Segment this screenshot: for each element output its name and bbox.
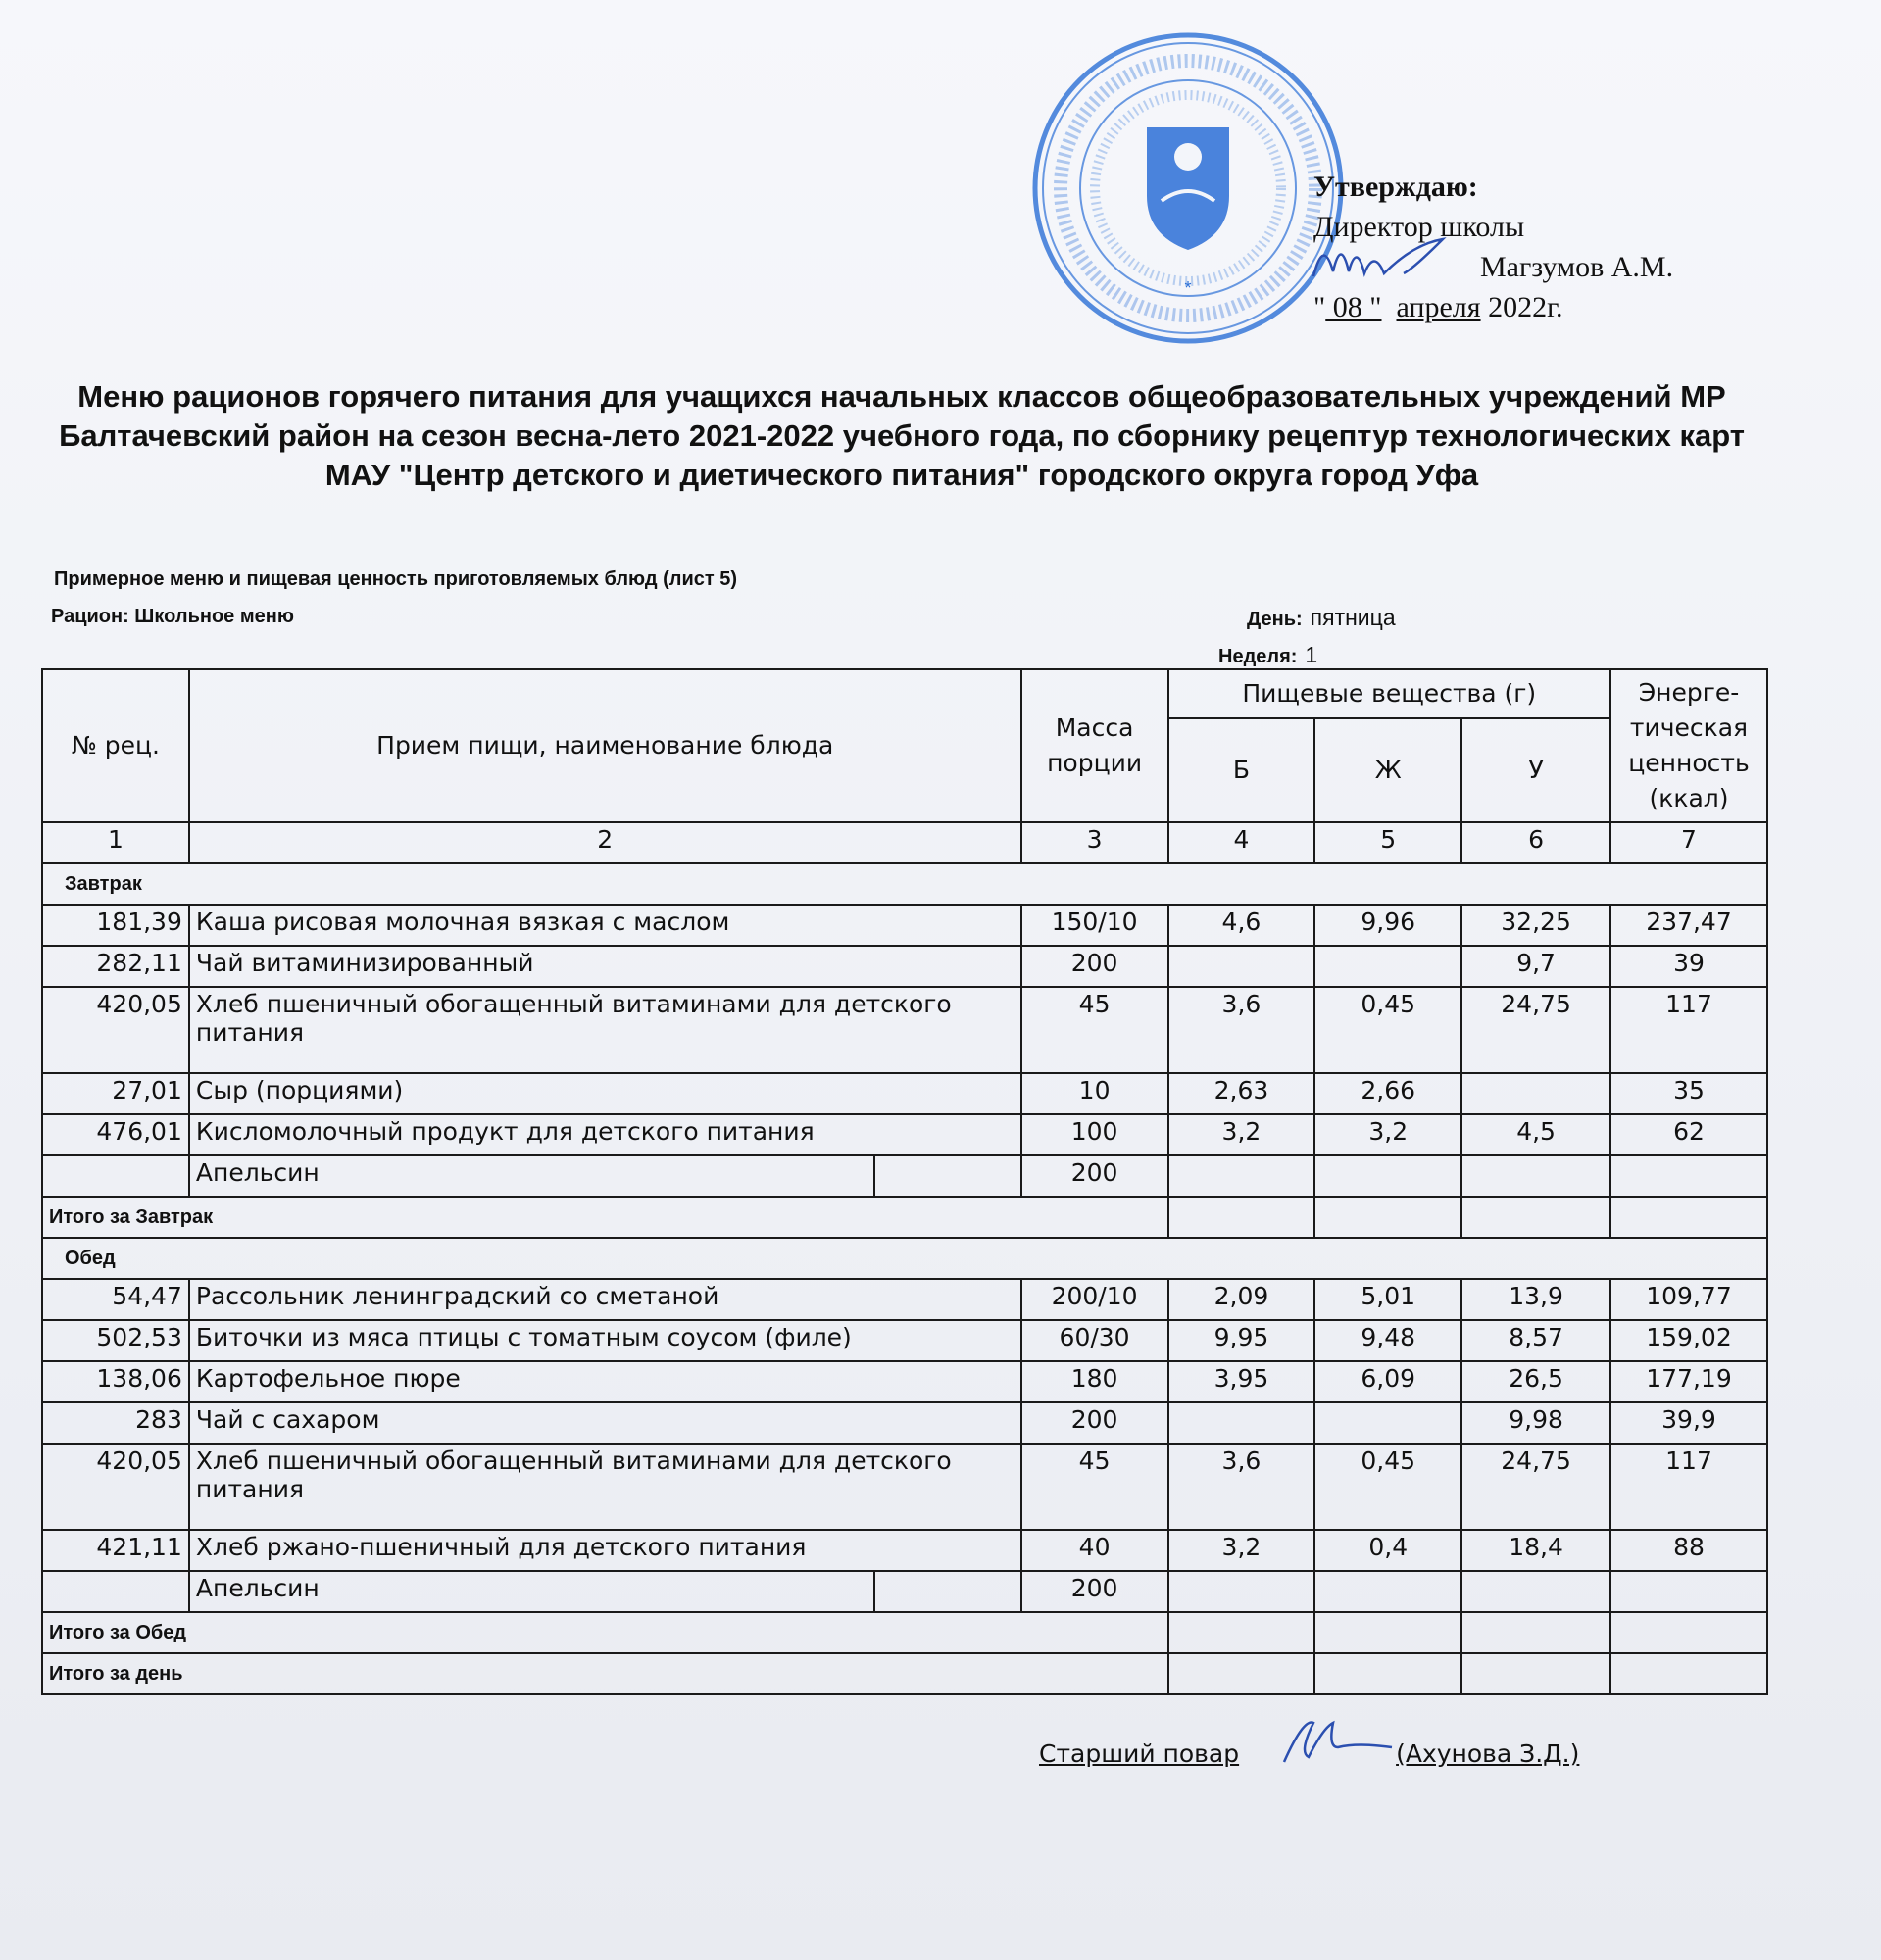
protein-value bbox=[1168, 1571, 1315, 1612]
energy-value: 39 bbox=[1610, 946, 1767, 987]
carbs-value: 9,7 bbox=[1461, 946, 1610, 987]
carbs-value: 8,57 bbox=[1461, 1320, 1610, 1361]
official-stamp bbox=[1029, 29, 1347, 347]
total-zh-cell bbox=[1314, 1653, 1461, 1694]
energy-value: 88 bbox=[1610, 1530, 1767, 1571]
recipe-number: 476,01 bbox=[42, 1114, 189, 1155]
fat-value: 2,66 bbox=[1314, 1073, 1461, 1114]
carbs-value: 26,5 bbox=[1461, 1361, 1610, 1402]
carbs-value: 18,4 bbox=[1461, 1530, 1610, 1571]
total-u-cell bbox=[1461, 1197, 1610, 1238]
dish-row bbox=[42, 1361, 1767, 1402]
portion-mass: 100 bbox=[1021, 1114, 1168, 1155]
energy-value: 117 bbox=[1610, 1444, 1767, 1530]
total-u-cell bbox=[1461, 1653, 1610, 1694]
total-kcal-cell bbox=[1610, 1653, 1767, 1694]
week-label: Неделя: bbox=[1218, 646, 1298, 667]
energy-value bbox=[1610, 1571, 1767, 1612]
fat-value bbox=[1314, 1402, 1461, 1444]
recipe-number: 421,11 bbox=[42, 1530, 189, 1571]
carbs-value: 24,75 bbox=[1461, 1444, 1610, 1530]
protein-value: 2,63 bbox=[1168, 1073, 1315, 1114]
dish-name: Хлеб пшеничный обогащенный витаминами для детского питания bbox=[189, 1444, 1021, 1530]
total-label: Итого за Обед bbox=[42, 1612, 1168, 1653]
portion-mass: 200 bbox=[1021, 1155, 1168, 1197]
dish-name: Чай витаминизированный bbox=[189, 946, 1021, 987]
recipe-number bbox=[42, 1571, 189, 1612]
recipe-number: 502,53 bbox=[42, 1320, 189, 1361]
total-row bbox=[42, 1197, 1767, 1238]
protein-value: 9,95 bbox=[1168, 1320, 1315, 1361]
dish-row bbox=[42, 1444, 1767, 1530]
portion-mass: 45 bbox=[1021, 1444, 1168, 1530]
dish-row bbox=[42, 905, 1767, 946]
portion-mass: 200 bbox=[1021, 946, 1168, 987]
energy-value: 62 bbox=[1610, 1114, 1767, 1155]
recipe-number: 138,06 bbox=[42, 1361, 189, 1402]
header-fat: Ж bbox=[1314, 718, 1461, 822]
portion-mass: 180 bbox=[1021, 1361, 1168, 1402]
dish-row bbox=[42, 1571, 1767, 1612]
recipe-number bbox=[42, 1155, 189, 1197]
approval-day: 08 " bbox=[1325, 291, 1382, 323]
total-label: Итого за день bbox=[42, 1653, 1168, 1694]
dish-name: Чай с сахаром bbox=[189, 1402, 1021, 1444]
section-row bbox=[42, 1238, 1767, 1279]
fat-value bbox=[1314, 1571, 1461, 1612]
fat-value: 0,4 bbox=[1314, 1530, 1461, 1571]
dish-row bbox=[42, 987, 1767, 1073]
fat-value: 0,45 bbox=[1314, 1444, 1461, 1530]
energy-value: 109,77 bbox=[1610, 1279, 1767, 1320]
section-label: Завтрак bbox=[42, 863, 1767, 905]
cook-signature bbox=[1274, 1713, 1402, 1772]
dish-row bbox=[42, 1279, 1767, 1320]
fat-value: 3,2 bbox=[1314, 1114, 1461, 1155]
col-number: 6 bbox=[1461, 822, 1610, 863]
total-b-cell bbox=[1168, 1653, 1315, 1694]
protein-value bbox=[1168, 946, 1315, 987]
header-nutrients: Пищевые вещества (г) bbox=[1168, 669, 1610, 718]
carbs-value: 9,98 bbox=[1461, 1402, 1610, 1444]
fat-value bbox=[1314, 946, 1461, 987]
protein-value: 4,6 bbox=[1168, 905, 1315, 946]
fat-value: 9,48 bbox=[1314, 1320, 1461, 1361]
carbs-value bbox=[1461, 1155, 1610, 1197]
total-b-cell bbox=[1168, 1197, 1315, 1238]
empty-cell bbox=[874, 1571, 1021, 1612]
energy-value bbox=[1610, 1155, 1767, 1197]
col-number: 3 bbox=[1021, 822, 1168, 863]
energy-value: 39,9 bbox=[1610, 1402, 1767, 1444]
recipe-number: 181,39 bbox=[42, 905, 189, 946]
empty-cell bbox=[874, 1155, 1021, 1197]
cook-name: (Ахунова З.Д.) bbox=[1396, 1740, 1580, 1768]
total-zh-cell bbox=[1314, 1612, 1461, 1653]
portion-mass: 200 bbox=[1021, 1571, 1168, 1612]
total-kcal-cell bbox=[1610, 1612, 1767, 1653]
portion-mass: 45 bbox=[1021, 987, 1168, 1073]
fat-value: 0,45 bbox=[1314, 987, 1461, 1073]
carbs-value: 13,9 bbox=[1461, 1279, 1610, 1320]
dish-row bbox=[42, 1114, 1767, 1155]
dish-row bbox=[42, 946, 1767, 987]
ration-label: Рацион: Школьное меню bbox=[51, 606, 294, 627]
energy-value: 117 bbox=[1610, 987, 1767, 1073]
document-title: Меню рационов горячего питания для учащихся начальных классов общеобразовательных учреждений МР Балтачевский район на сезон весна-лето 2021-2022 учебного года, по сборнику рецептур технологических карт МАУ "Центр детского и диетического питания" городского округа город Уфа bbox=[59, 379, 1745, 492]
header-carbs: У bbox=[1461, 718, 1610, 822]
dish-row bbox=[42, 1155, 1767, 1197]
portion-mass: 60/30 bbox=[1021, 1320, 1168, 1361]
sheet-subtitle: Примерное меню и пищевая ценность приготовляемых блюд (лист 5) bbox=[54, 568, 738, 590]
dish-name: Картофельное пюре bbox=[189, 1361, 1021, 1402]
protein-value: 3,2 bbox=[1168, 1530, 1315, 1571]
recipe-number: 420,05 bbox=[42, 987, 189, 1073]
cook-position: Старший повар bbox=[1039, 1740, 1240, 1768]
recipe-number: 54,47 bbox=[42, 1279, 189, 1320]
energy-value: 159,02 bbox=[1610, 1320, 1767, 1361]
header-mass: Масса порции bbox=[1021, 669, 1168, 822]
approval-month: апреля bbox=[1396, 291, 1481, 323]
fat-value bbox=[1314, 1155, 1461, 1197]
protein-value bbox=[1168, 1155, 1315, 1197]
dish-row bbox=[42, 1320, 1767, 1361]
energy-value: 237,47 bbox=[1610, 905, 1767, 946]
dish-name: Сыр (порциями) bbox=[189, 1073, 1021, 1114]
carbs-value bbox=[1461, 1073, 1610, 1114]
portion-mass: 200/10 bbox=[1021, 1279, 1168, 1320]
menu-table-body bbox=[42, 822, 1767, 1694]
carbs-value: 32,25 bbox=[1461, 905, 1610, 946]
column-number-row bbox=[42, 822, 1767, 863]
protein-value bbox=[1168, 1402, 1315, 1444]
director-signature bbox=[1309, 227, 1475, 286]
col-number: 7 bbox=[1610, 822, 1767, 863]
dish-name: Рассольник ленинградский со сметаной bbox=[189, 1279, 1021, 1320]
approval-heading: Утверждаю: bbox=[1313, 171, 1478, 203]
dish-name: Хлеб ржано-пшеничный для детского питания bbox=[189, 1530, 1021, 1571]
total-row bbox=[42, 1612, 1767, 1653]
energy-value: 35 bbox=[1610, 1073, 1767, 1114]
approval-name: Магзумов А.М. bbox=[1480, 251, 1674, 283]
approval-position: Директор школы bbox=[1313, 211, 1525, 243]
section-row bbox=[42, 863, 1767, 905]
week-field bbox=[1218, 642, 1317, 668]
total-row bbox=[42, 1653, 1767, 1694]
dish-row bbox=[42, 1530, 1767, 1571]
energy-value: 177,19 bbox=[1610, 1361, 1767, 1402]
dish-row bbox=[42, 1073, 1767, 1114]
recipe-number: 282,11 bbox=[42, 946, 189, 987]
day-value: пятница bbox=[1310, 605, 1396, 630]
header-energy: Энерге-тическая ценность (ккал) bbox=[1610, 669, 1767, 822]
portion-mass: 40 bbox=[1021, 1530, 1168, 1571]
dish-name: Апельсин bbox=[189, 1155, 874, 1197]
carbs-value: 24,75 bbox=[1461, 987, 1610, 1073]
dish-name: Каша рисовая молочная вязкая с маслом bbox=[189, 905, 1021, 946]
menu-table bbox=[41, 668, 1768, 1695]
week-value: 1 bbox=[1305, 642, 1318, 667]
protein-value: 3,6 bbox=[1168, 987, 1315, 1073]
total-zh-cell bbox=[1314, 1197, 1461, 1238]
fat-value: 9,96 bbox=[1314, 905, 1461, 946]
col-number: 1 bbox=[42, 822, 189, 863]
section-label: Обед bbox=[42, 1238, 1767, 1279]
portion-mass: 10 bbox=[1021, 1073, 1168, 1114]
header-dish: Прием пищи, наименование блюда bbox=[189, 669, 1021, 822]
approval-year: 2022г. bbox=[1488, 291, 1563, 323]
total-u-cell bbox=[1461, 1612, 1610, 1653]
dish-row bbox=[42, 1402, 1767, 1444]
protein-value: 3,6 bbox=[1168, 1444, 1315, 1530]
portion-mass: 150/10 bbox=[1021, 905, 1168, 946]
approval-block: Утверждаю: Директор школы Магзумов А.М. " 08 " апреля 2022г. bbox=[1313, 167, 1673, 327]
header-rec: № рец. bbox=[42, 669, 189, 822]
col-number: 2 bbox=[189, 822, 1021, 863]
recipe-number: 283 bbox=[42, 1402, 189, 1444]
day-field bbox=[1247, 605, 1396, 631]
protein-value: 3,95 bbox=[1168, 1361, 1315, 1402]
fat-value: 5,01 bbox=[1314, 1279, 1461, 1320]
carbs-value: 4,5 bbox=[1461, 1114, 1610, 1155]
day-label: День: bbox=[1247, 609, 1303, 630]
col-number: 4 bbox=[1168, 822, 1315, 863]
svg-text:*: * bbox=[1184, 278, 1192, 298]
fat-value: 6,09 bbox=[1314, 1361, 1461, 1402]
protein-value: 2,09 bbox=[1168, 1279, 1315, 1320]
dish-name: Кисломолочный продукт для детского питания bbox=[189, 1114, 1021, 1155]
header-protein: Б bbox=[1168, 718, 1315, 822]
protein-value: 3,2 bbox=[1168, 1114, 1315, 1155]
total-kcal-cell bbox=[1610, 1197, 1767, 1238]
total-b-cell bbox=[1168, 1612, 1315, 1653]
dish-name: Биточки из мяса птицы с томатным соусом (филе) bbox=[189, 1320, 1021, 1361]
recipe-number: 420,05 bbox=[42, 1444, 189, 1530]
dish-name: Апельсин bbox=[189, 1571, 874, 1612]
recipe-number: 27,01 bbox=[42, 1073, 189, 1114]
portion-mass: 200 bbox=[1021, 1402, 1168, 1444]
dish-name: Хлеб пшеничный обогащенный витаминами для детского питания bbox=[189, 987, 1021, 1073]
col-number: 5 bbox=[1314, 822, 1461, 863]
total-label: Итого за Завтрак bbox=[42, 1197, 1168, 1238]
carbs-value bbox=[1461, 1571, 1610, 1612]
